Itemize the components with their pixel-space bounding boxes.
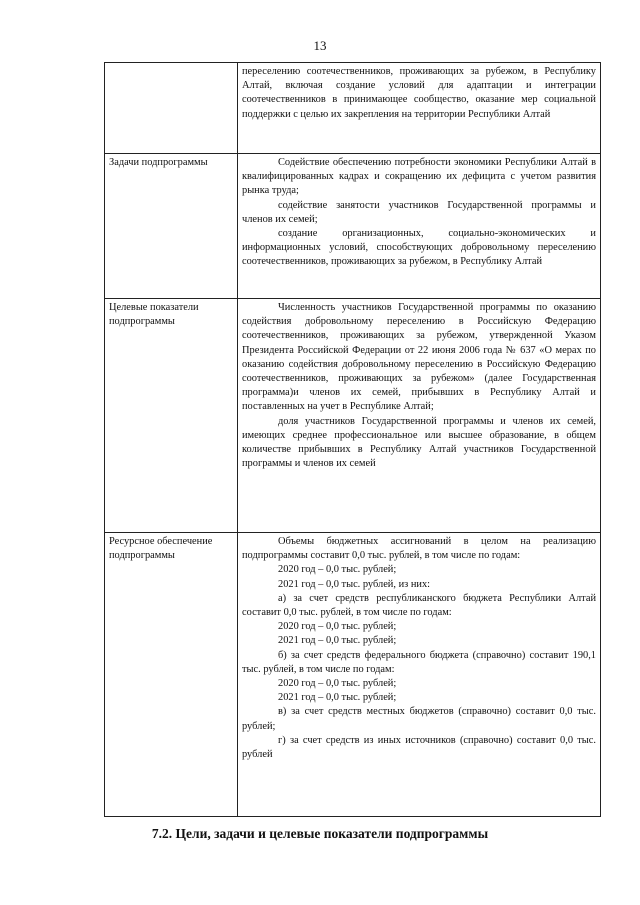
resources-year-line: 2020 год – 0,0 тыс. рублей; [278,678,397,690]
resources-paragraph: Объемы бюджетных ассигнований в целом на реализацию подпрограммы составит 0,0 тыс. рублей, в том числе по годам: [242,536,596,562]
goal-continuation-cell [238,63,601,154]
resources-year-line: 2020 год – 0,0 тыс. рублей; [278,621,397,633]
indicators-paragraph: Численность участников Государственной программы по оказанию содействия добровольному переселению в Российскую Федерацию соотечественников, проживающих за рубежом, утвержденной Указом Президента Российской Федерации от 22 июня 2006 года № 637 «О мерах по оказанию содействия добровольному переселению в Российскую Федерацию соотечественников, проживающих за рубежом» (далее Государственная программа)и членов их семей, прибывших в Республику Алтай и поставленных на учет в Республике Алтай; [242,302,596,413]
resources-year-line: 2021 год – 0,0 тыс. рублей; [278,692,397,704]
resources-year-line: 2021 год – 0,0 тыс. рублей; [278,635,397,647]
resources-paragraph: б) за счет средств федерального бюджета (справочно) составит 190,1 тыс. рублей, в том числе по годам: [242,649,596,675]
page-number: 13 [313,38,327,53]
resources-content-cell [238,533,601,817]
section-heading: 7.2. Цели, задачи и целевые показатели подпрограммы [151,826,489,841]
goal-label-cell [105,63,238,154]
indicators-label: Целевые показатели подпрограммы [105,299,238,533]
tasks-paragraph: содействие занятости участников Государственной программы и членов их семей; [242,199,596,225]
table-row-indicators [105,299,601,533]
resources-paragraph: в) за счет средств местных бюджетов (справочно) составит 0,0 тыс. рублей; [242,706,596,732]
tasks-paragraph: Содействие обеспечению потребности экономики Республики Алтай в квалифицированных кадрах и сокращению их дефицита с учетом развития рынка труда; [242,157,596,197]
table-row-resources [105,533,601,817]
indicators-paragraph: доля участников Государственной программы и членов их семей, имеющих среднее профессиональное или высшее образование, в общем количестве прибывших в Республику Алтай участников Государственной программы и членов их семей [242,415,596,470]
resources-year-line: 2021 год – 0,0 тыс. рублей, из них: [278,578,431,590]
tasks-content-cell [238,154,601,299]
goal-continuation-text: переселению соотечественников, проживающих за рубежом, в Республику Алтай, включая создание условий для адаптации и интеграции соотечественников в принимающее сообщество, оказание мер социальной поддержки с целью их закрепления на территории Республики Алтай [242,66,596,120]
tasks-label: Задачи подпрограммы [105,154,238,299]
subprogram-passport-table [104,62,601,817]
resources-paragraph: а) за счет средств республиканского бюджета Республики Алтай составит 0,0 тыс. рублей, в том числе по годам: [242,592,596,619]
resources-year-line: 2020 год – 0,0 тыс. рублей; [278,564,397,576]
resources-paragraph: г) за счет средств из иных источников (справочно) составит 0,0 тыс. рублей [242,734,596,761]
tasks-paragraph: создание организационных, социально-экономических и информационных условий, способствующих добровольному переселению соотечественников, проживающих за рубежом, в Республику Алтай [242,228,596,268]
table-row-goal-continuation [105,63,601,154]
indicators-content-cell [238,299,601,533]
table-row-tasks [105,154,601,299]
resources-label: Ресурсное обеспечение подпрограммы [105,533,238,817]
